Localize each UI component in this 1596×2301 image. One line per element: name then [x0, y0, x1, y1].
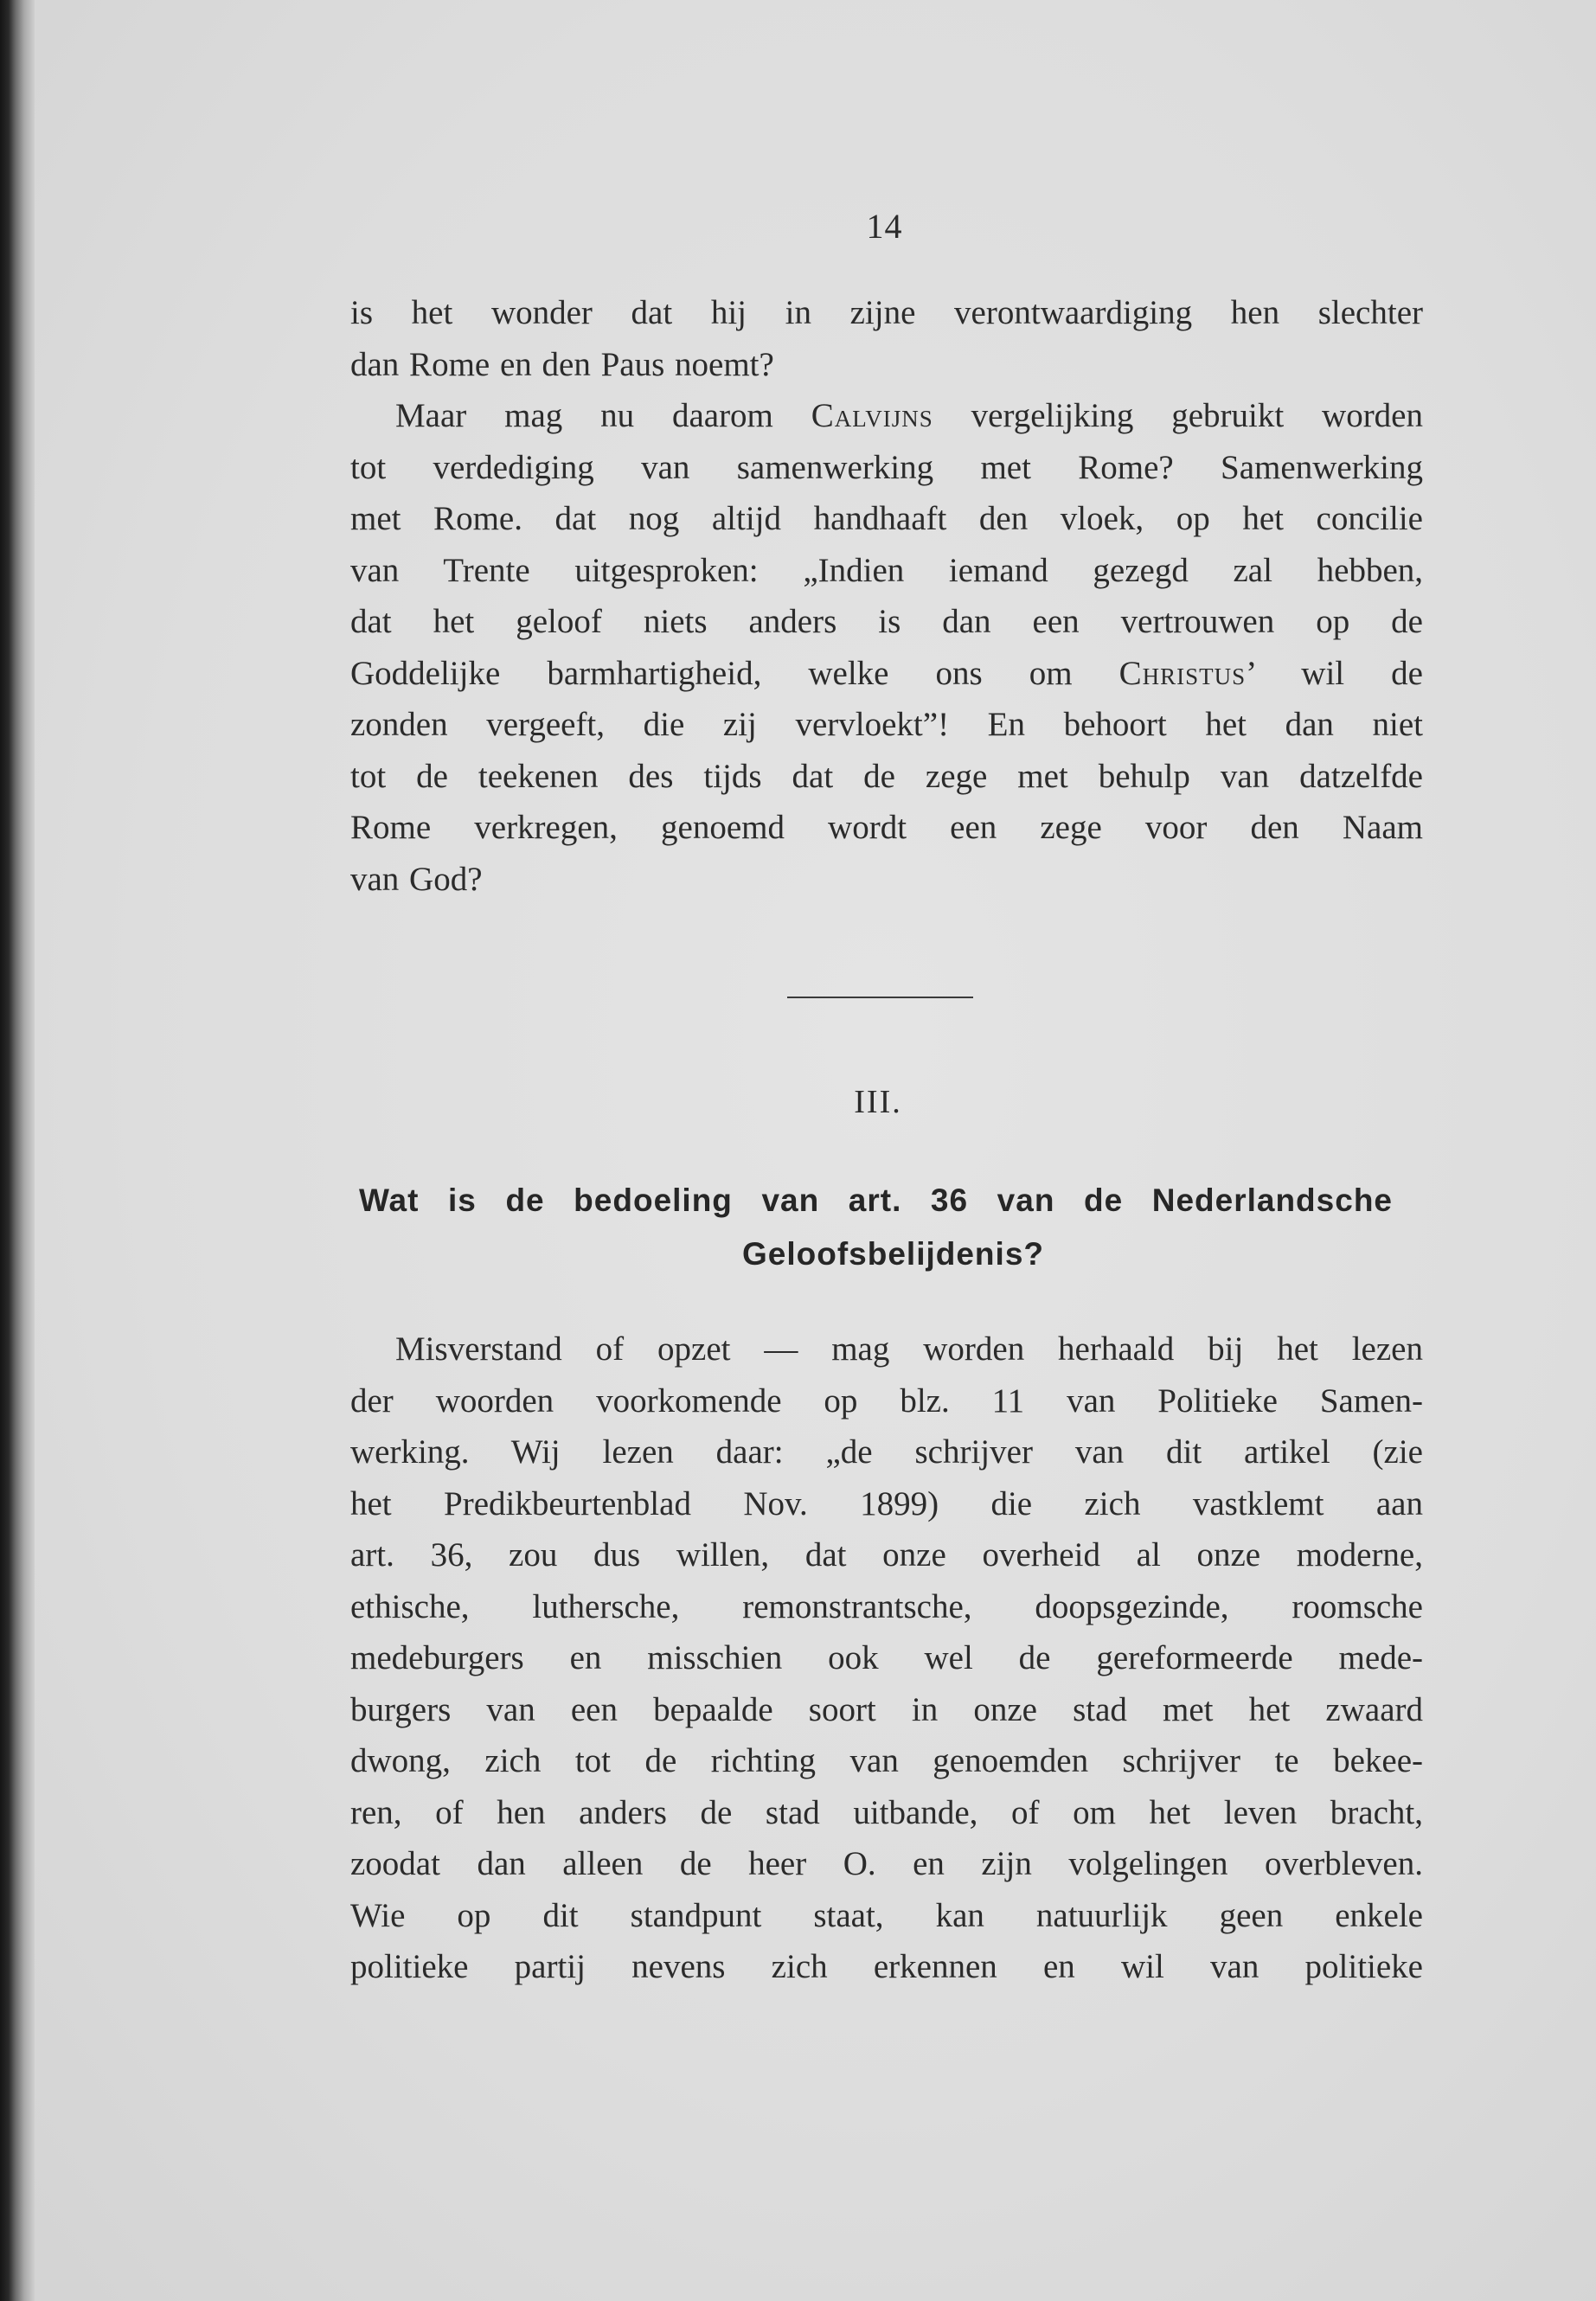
- section-number: III.: [854, 1084, 902, 1120]
- text-line: van Trente uitgesproken: „Indien iemand gezegd zal hebben,: [350, 551, 1423, 589]
- text-fragment: Maar mag nu daarom: [395, 397, 811, 434]
- section-heading: [359, 1174, 1393, 1281]
- text-fragment: ’ wil de: [1246, 654, 1423, 692]
- binding-edge: [0, 0, 35, 2301]
- text-line: Misverstand of opzet — mag worden herhaald bij het lezen: [395, 1330, 1423, 1368]
- text-line: ren, of hen anders de stad uitbande, of om het leven bracht,: [350, 1793, 1423, 1831]
- page-number: 14: [866, 207, 903, 246]
- text-line: van God?: [350, 860, 483, 898]
- text-line: is het wonder dat hij in zijne verontwaardiging hen slechter: [350, 294, 1423, 331]
- text-line: dan Rome en den Paus noemt?: [350, 345, 774, 383]
- text-line: tot de teekenen des tijds dat de zege met behulp van datzelfde: [350, 757, 1423, 795]
- text-line: burgers van een bepaalde soort in onze stad met het zwaard: [350, 1690, 1423, 1728]
- text-line: art. 36, zou dus willen, dat onze overheid al onze moderne,: [350, 1536, 1423, 1574]
- text-line: [350, 648, 1423, 700]
- text-line: dat het geloof niets anders is dan een vertrouwen op de: [350, 603, 1423, 640]
- text-line: [350, 390, 1423, 442]
- text-line: der woorden voorkomende op blz. 11 van Politieke Samen-: [350, 1381, 1423, 1420]
- heading-line: Geloofsbelijdenis?: [742, 1236, 1044, 1272]
- text-line: werking. Wij lezen daar: „de schrijver van dit artikel (zie: [350, 1433, 1423, 1471]
- text-line: politieke partij nevens zich erkennen en wil van politieke: [350, 1948, 1423, 1985]
- text-line: medeburgers en misschien ook wel de gereformeerde mede-: [350, 1639, 1423, 1676]
- text-line: Rome verkregen, genoemd wordt een zege voor den Naam: [350, 809, 1423, 846]
- text-fragment: vergelijking gebruikt worden: [933, 397, 1423, 434]
- text-line: met Rome. dat nog altijd handhaaft den vloek, op het concilie: [350, 500, 1423, 537]
- text-line: tot verdediging van samenwerking met Rome? Samenwerking: [350, 448, 1423, 486]
- text-line: Wie op dit standpunt staat, kan natuurlijk geen enkele: [350, 1896, 1423, 1934]
- name-calvijns: Calvijns: [811, 397, 933, 434]
- text-block-lower: [350, 1324, 1423, 1993]
- heading-line: Wat is de bedoeling van art. 36 van de Nederlandsche: [359, 1183, 1393, 1218]
- text-line: ethische, luthersche, remonstrantsche, doopsgezinde, roomsche: [350, 1587, 1423, 1625]
- text-line: het Predikbeurtenblad Nov. 1899) die zich vastklemt aan: [350, 1484, 1423, 1522]
- text-line: zoodat dan alleen de heer O. en zijn volgelingen overbleven.: [350, 1845, 1423, 1882]
- name-christus: Christus: [1118, 654, 1247, 692]
- text-block-upper: [350, 287, 1423, 905]
- text-fragment: Goddelijke barmhartigheid, welke ons om: [350, 654, 1119, 692]
- section-divider: [787, 997, 973, 998]
- text-line: dwong, zich tot de richting van genoemden schrijver te bekee-: [350, 1742, 1423, 1779]
- text-line: zonden vergeeft, die zij vervloekt”! En behoort het dan niet: [350, 706, 1423, 743]
